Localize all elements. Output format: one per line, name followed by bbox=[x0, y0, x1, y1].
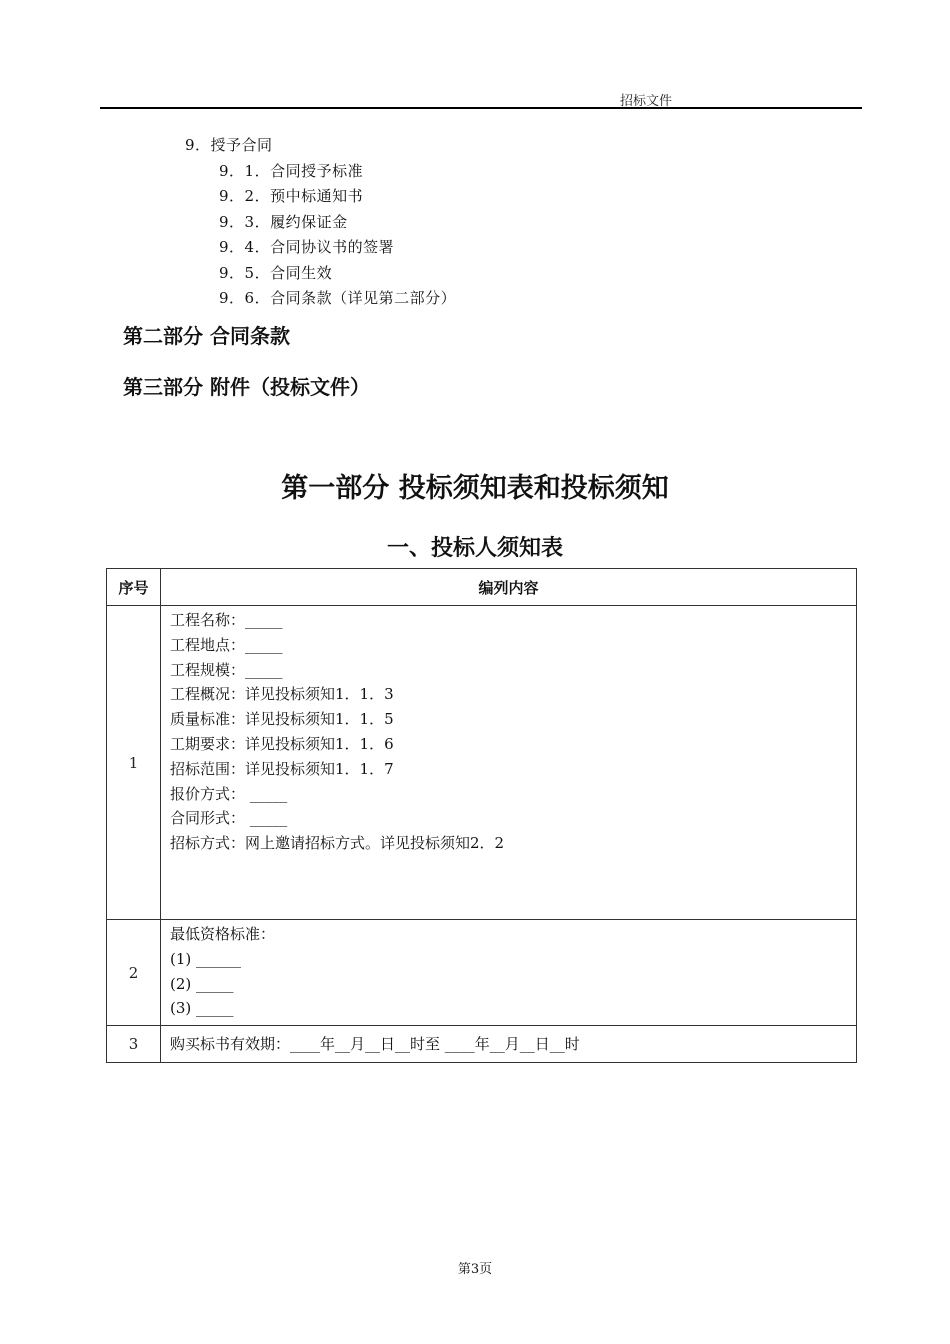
content-line: 购买标书有效期：____年__月__日__时至 ____年__月__日__时 bbox=[170, 1034, 580, 1053]
toc-item: 9．5．合同生效 bbox=[219, 263, 333, 282]
content-line: (3) _____ bbox=[170, 999, 234, 1018]
notice-table bbox=[106, 568, 857, 1063]
content-line: 质量标准：详见投标须知1．1．5 bbox=[170, 710, 394, 729]
content-line: 招标方式：网上邀请招标方式。详见投标须知2．2 bbox=[170, 834, 505, 853]
column-header-number: 序号 bbox=[107, 569, 161, 606]
toc-item: 9．4．合同协议书的签署 bbox=[219, 238, 395, 256]
table-row bbox=[107, 920, 857, 1026]
row-number: 2 bbox=[107, 920, 161, 1026]
content-line: 报价方式： _____ bbox=[170, 784, 288, 803]
toc-item: 9．1．合同授予标准 bbox=[219, 161, 364, 180]
header-divider bbox=[100, 107, 862, 109]
table-row bbox=[107, 1026, 857, 1063]
content-line: 工程名称：_____ bbox=[170, 611, 283, 629]
toc-item: 9．2．预中标通知书 bbox=[219, 187, 364, 205]
content-line: 合同形式： _____ bbox=[170, 809, 288, 828]
content-line: 工期要求：详见投标须知1．1．6 bbox=[170, 734, 394, 753]
toc-section: 9．授予合同 bbox=[185, 136, 273, 154]
toc-item: 9．6．合同条款（详见第二部分） bbox=[219, 289, 457, 307]
part-three-heading: 第三部分 附件（投标文件） bbox=[123, 375, 370, 399]
row-content bbox=[161, 1026, 857, 1063]
row-number: 1 bbox=[107, 606, 161, 920]
row-content bbox=[161, 920, 857, 1026]
page-number: 第3页 bbox=[457, 1262, 493, 1277]
table-of-contents bbox=[185, 133, 456, 312]
content-line: 工程规模：_____ bbox=[170, 660, 283, 679]
content-line: (2) _____ bbox=[170, 974, 234, 993]
content-line: (1) ______ bbox=[170, 949, 242, 968]
table-header-row bbox=[107, 569, 857, 606]
document-header: 招标文件 bbox=[620, 94, 673, 109]
column-header-content: 编列内容 bbox=[161, 569, 857, 606]
content-line: 最低资格标准： bbox=[170, 925, 276, 943]
part-two-heading: 第二部分 合同条款 bbox=[123, 324, 290, 348]
row-number: 3 bbox=[107, 1026, 161, 1063]
content-line: 工程地点：_____ bbox=[170, 635, 283, 654]
table-row bbox=[107, 606, 857, 920]
part-one-title: 第一部分 投标须知表和投标须知 bbox=[281, 473, 669, 504]
toc-item: 9．3．履约保证金 bbox=[219, 212, 348, 231]
table-title: 一、投标人须知表 bbox=[386, 536, 563, 561]
content-line: 招标范围：详见投标须知1．1．7 bbox=[170, 759, 394, 778]
row-content bbox=[161, 606, 857, 920]
content-line: 工程概况：详见投标须知1．1．3 bbox=[170, 685, 394, 704]
